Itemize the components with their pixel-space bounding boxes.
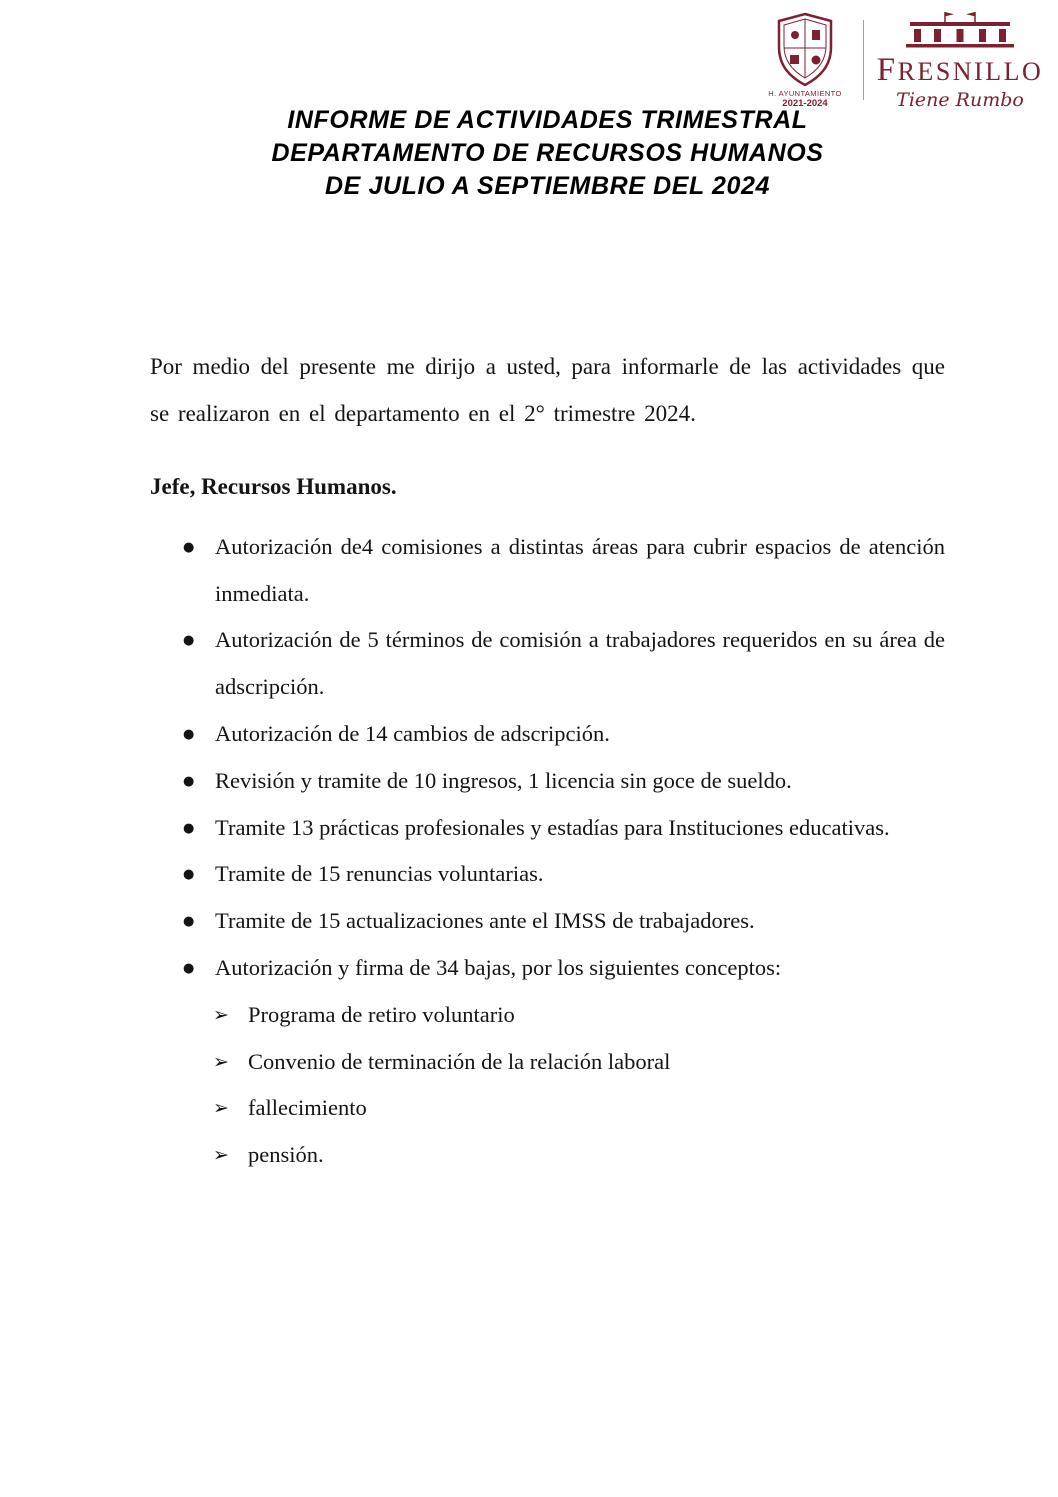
sub-list-item <box>150 1039 945 1086</box>
sub-bullet-text: pensión. <box>248 1142 324 1168</box>
section-heading: Jefe, Recursos Humanos. <box>150 473 397 499</box>
baja-concepts-list <box>150 992 945 1179</box>
bullet-text: Tramite 13 prácticas profesionales y estadías para Instituciones educativas. <box>215 814 890 840</box>
document-title <box>150 104 945 203</box>
crest-years: 2021-2024 <box>782 98 828 110</box>
list-item <box>150 851 945 898</box>
brand-name: FRESNILLO <box>876 52 1044 88</box>
sub-bullet-text: Convenio de terminación de la relación laboral <box>248 1048 671 1074</box>
list-item <box>150 898 945 945</box>
sub-list-item <box>150 1085 945 1132</box>
sub-bullet-text: Programa de retiro voluntario <box>248 1001 515 1027</box>
bullet-text: Revisión y tramite de 10 ingresos, 1 licencia sin goce de sueldo. <box>215 767 792 793</box>
crest-shield-icon <box>772 11 838 87</box>
intro-paragraph: Por medio del presente me dirijo a usted, para informarle de las actividades que se realizaron en el departamento en el 2° trimestre 2024. <box>150 354 945 427</box>
title-line-2: DEPARTAMENTO DE RECURSOS HUMANOS <box>271 139 824 167</box>
header-logo <box>759 10 1044 111</box>
bullet-text: Tramite de 15 actualizaciones ante el IMSS de trabajadores. <box>215 908 755 934</box>
list-item <box>150 711 945 758</box>
title-line-1: INFORME DE ACTIVIDADES TRIMESTRAL <box>287 106 808 134</box>
bullet-text: Autorización de 14 cambios de adscripción. <box>215 720 610 746</box>
crest-caption: H. AYUNTAMIENTO <box>768 89 842 99</box>
list-item <box>150 524 945 618</box>
list-item <box>150 945 945 992</box>
brand-block <box>876 10 1044 111</box>
brand-tagline: Tiene Rumbo <box>896 88 1024 111</box>
municipal-crest <box>759 11 851 109</box>
activities-list <box>150 524 945 992</box>
title-line-3: DE JULIO A SEPTIEMBRE DEL 2024 <box>325 172 770 200</box>
bullet-text: Autorización y firma de 34 bajas, por los siguientes conceptos: <box>215 954 782 980</box>
bullet-text: Tramite de 15 renuncias voluntarias. <box>215 861 544 887</box>
list-item <box>150 617 945 711</box>
bullet-text: Autorización de 5 términos de comisión a trabajadores requeridos en su área de adscripción. <box>215 627 945 700</box>
sub-list-item <box>150 992 945 1039</box>
list-item <box>150 758 945 805</box>
sub-list-item <box>150 1132 945 1179</box>
bullet-text: Autorización de4 comisiones a distintas áreas para cubrir espacios de atención inmediata. <box>215 533 945 606</box>
logo-divider <box>863 20 864 100</box>
sub-bullet-text: fallecimiento <box>248 1095 367 1121</box>
portico-icon <box>899 10 1021 50</box>
list-item <box>150 805 945 852</box>
